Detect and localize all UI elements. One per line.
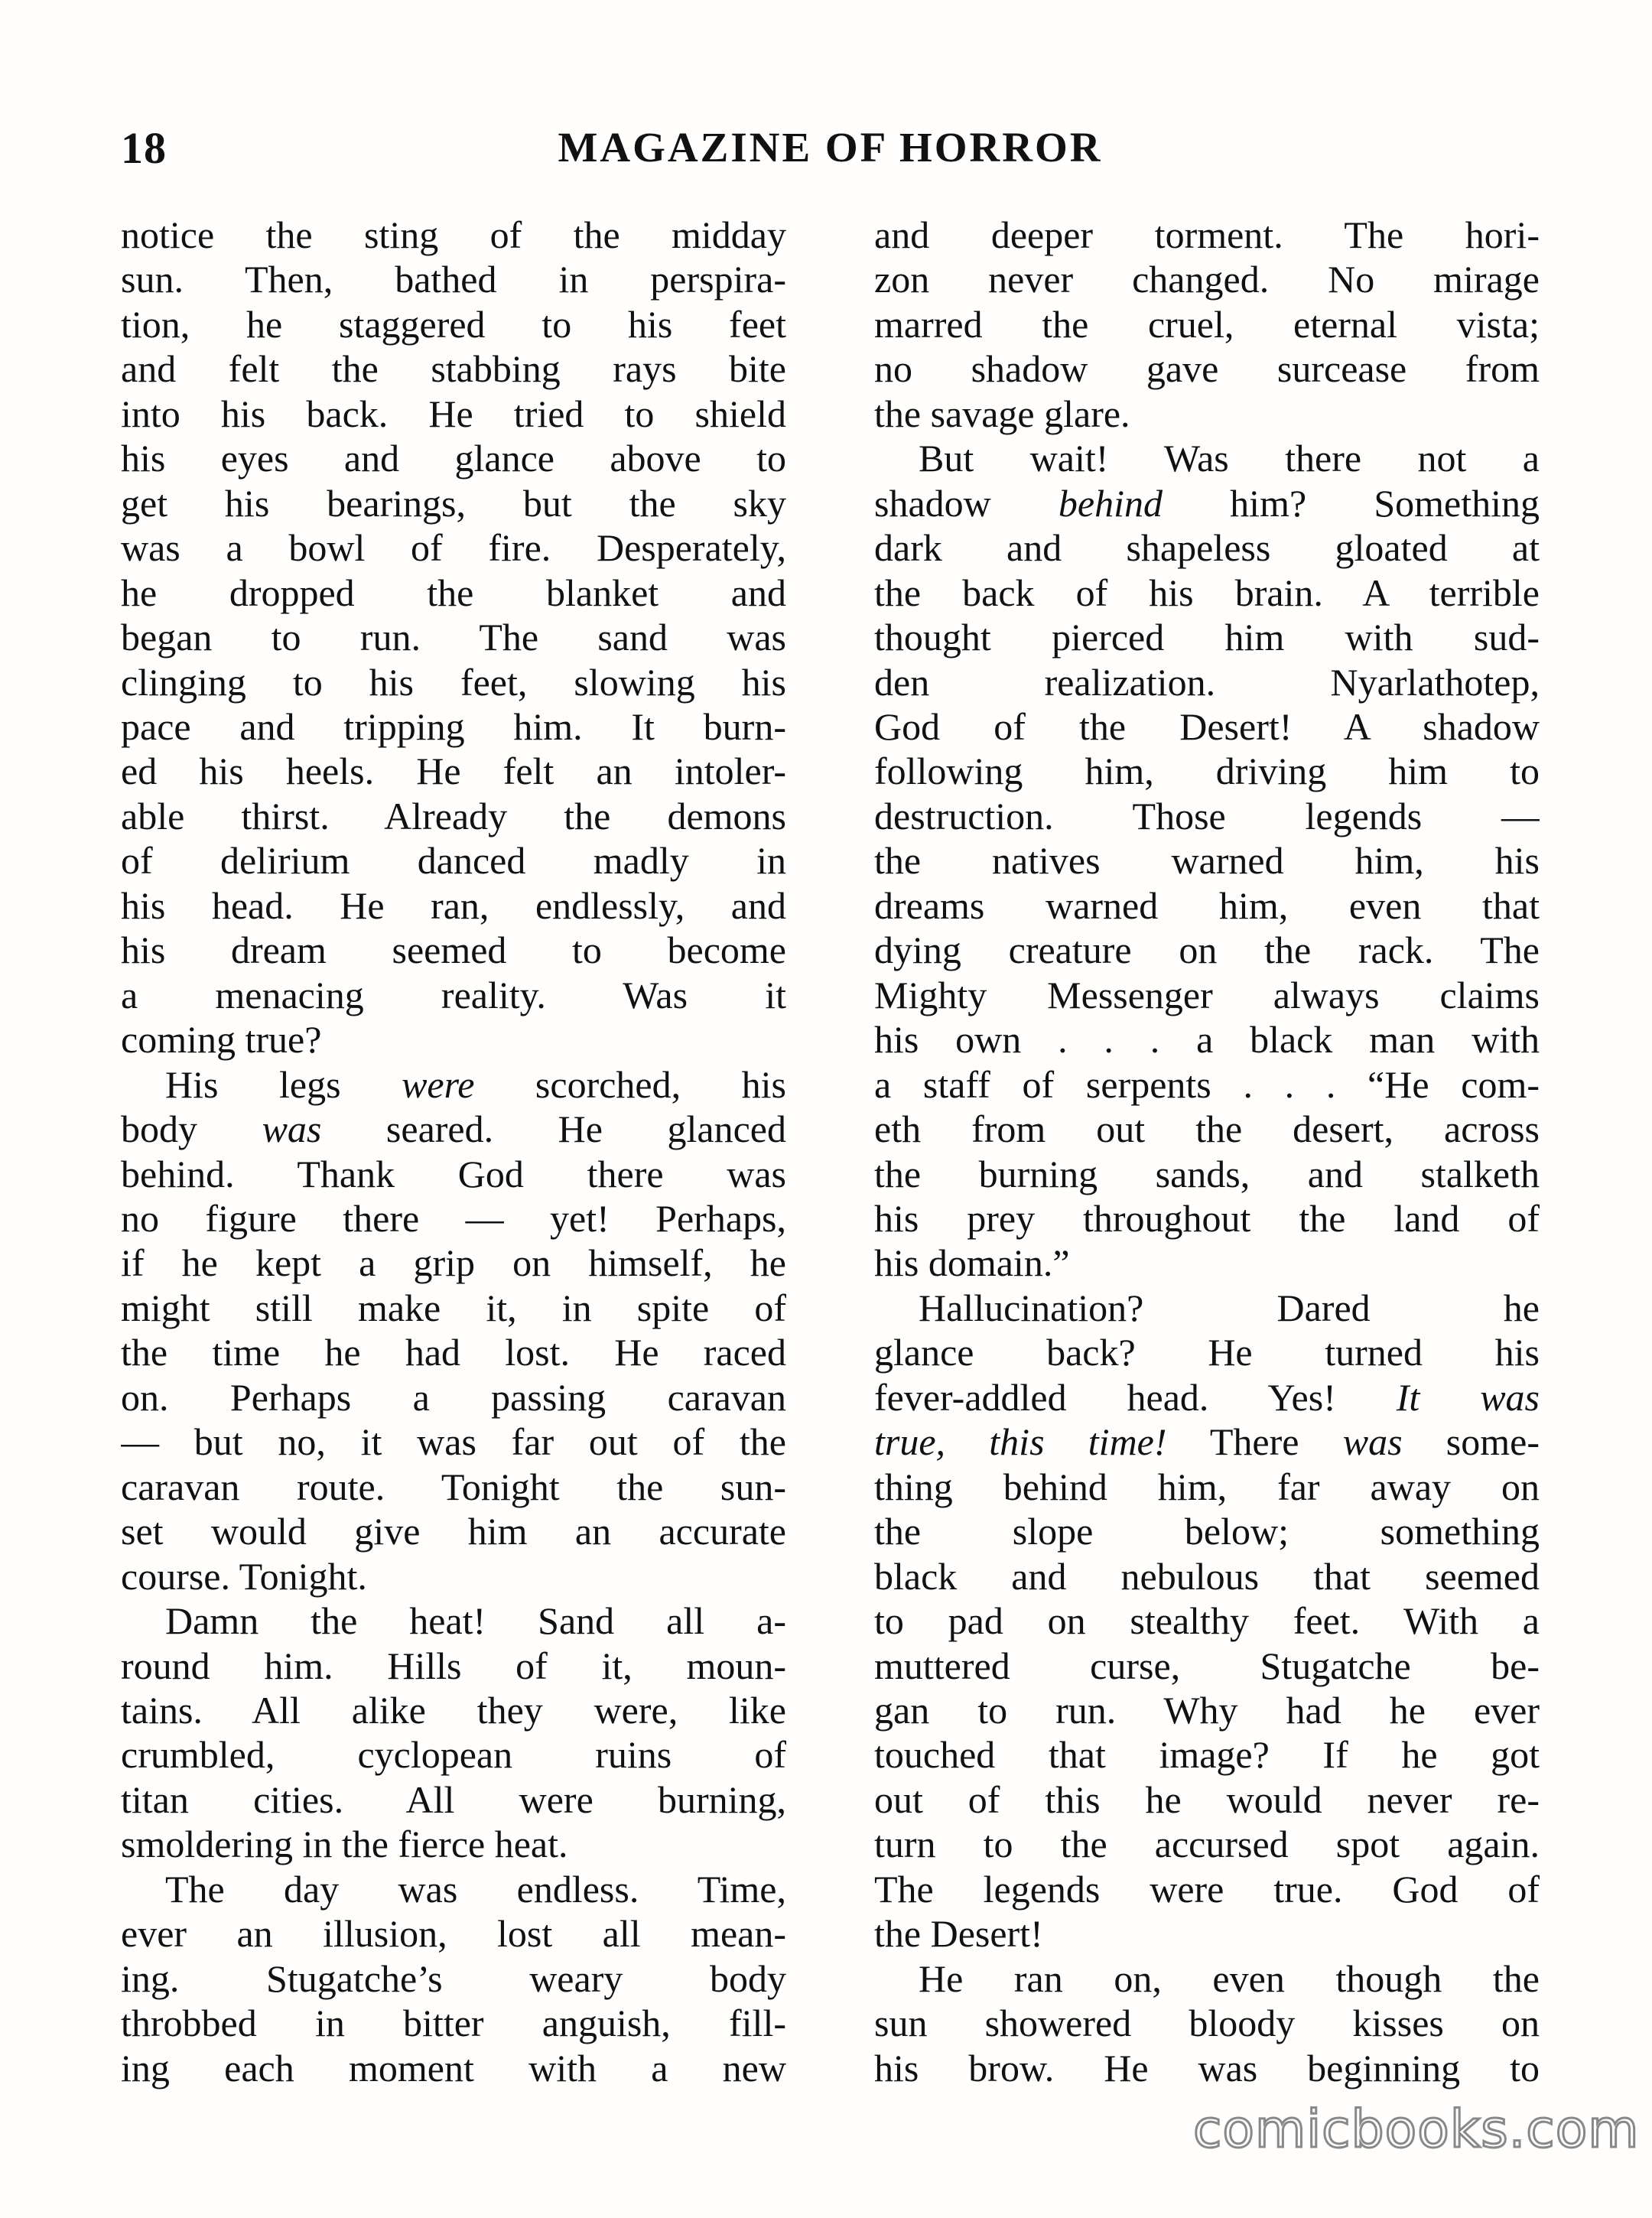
left-column-line: able thirst. Already the demons: [121, 794, 786, 837]
left-column-line: Damn the heat! Sand all a-: [165, 1599, 786, 1643]
right-column-line: marred the cruel, eternal vista;: [874, 302, 1540, 346]
left-column-line: notice the sting of the midday: [121, 213, 786, 256]
left-column-line: coming true?: [121, 1018, 322, 1062]
left-column-line: if he kept a grip on himself, he: [121, 1241, 786, 1285]
right-column-line: muttered curse, Stugatche be-: [874, 1644, 1540, 1687]
left-column-line: on. Perhaps a passing caravan: [121, 1375, 786, 1419]
left-column-line: throbbed in bitter anguish, fill-: [121, 2002, 786, 2045]
site-watermark: comicbooks.com: [1193, 2099, 1640, 2160]
right-column-line: glance back? He turned his: [874, 1331, 1540, 1374]
right-column-line: sun showered bloody kisses on: [874, 2002, 1540, 2045]
left-column-line: caravan route. Tonight the sun-: [121, 1465, 786, 1508]
left-column-line: sun. Then, bathed in perspira-: [121, 258, 786, 301]
page-number: 18: [121, 123, 167, 173]
right-column-line: a staff of serpents . . . “He com-: [874, 1062, 1540, 1106]
left-column-line: clinging to his feet, slowing his: [121, 660, 786, 704]
left-column-line: His legs were scorched, his: [165, 1062, 786, 1106]
left-column-line: course. Tonight.: [121, 1554, 367, 1598]
left-column-line: he dropped the blanket and: [121, 571, 786, 614]
left-column-line: smoldering in the fierce heat.: [121, 1823, 568, 1866]
right-text-column: [874, 213, 1540, 2090]
left-text-column: [121, 213, 786, 2090]
right-column-line: dark and shapeless gloated at: [874, 526, 1540, 570]
right-column-line: the Desert!: [874, 1912, 1043, 1956]
left-column-line: tains. All alike they were, like: [121, 1688, 786, 1732]
right-column-line: black and nebulous that seemed: [874, 1554, 1540, 1598]
right-column-line: out of this he would never re-: [874, 1777, 1540, 1821]
right-column-line: Mighty Messenger always claims: [874, 973, 1540, 1016]
right-column-line: and deeper torment. The hori-: [874, 213, 1540, 256]
right-column-line: following him, driving him to: [874, 750, 1540, 793]
right-column-line: touched that image? If he got: [874, 1733, 1540, 1777]
right-column-line: thought pierced him with sud-: [874, 616, 1540, 659]
right-column-line: But wait! Was there not a: [919, 437, 1540, 480]
left-column-line: of delirium danced madly in: [121, 839, 786, 883]
right-column-line: The legends were true. God of: [874, 1867, 1540, 1911]
right-column-line: the burning sands, and stalketh: [874, 1152, 1540, 1195]
left-column-line: into his back. He tried to shield: [121, 392, 786, 435]
right-column-line: shadow behind him? Something: [874, 481, 1540, 525]
right-column-line: the slope below; something: [874, 1510, 1540, 1553]
left-column-line: pace and tripping him. It burn-: [121, 704, 786, 748]
left-column-line: might still make it, in spite of: [121, 1286, 786, 1329]
right-column-line: his own . . . a black man with: [874, 1018, 1540, 1062]
left-column-line: a menacing reality. Was it: [121, 973, 786, 1016]
left-column-line: get his bearings, but the sky: [121, 481, 786, 525]
right-column-line: no shadow gave surcease from: [874, 347, 1540, 391]
running-title: MAGAZINE OF HORROR: [558, 124, 1103, 171]
right-column-line: He ran on, even though the: [919, 1956, 1540, 2000]
right-column-line: his prey throughout the land of: [874, 1196, 1540, 1240]
left-column-line: and felt the stabbing rays bite: [121, 347, 786, 391]
right-column-line: the savage glare.: [874, 392, 1130, 435]
right-column-line: his domain.”: [874, 1241, 1070, 1285]
article-columns: [121, 213, 1540, 2090]
left-column-line: his dream seemed to become: [121, 929, 786, 972]
right-column-line: the back of his brain. A terrible: [874, 571, 1540, 614]
right-column-line: true, this time! There was some-: [874, 1420, 1540, 1464]
left-column-line: no figure there — yet! Perhaps,: [121, 1196, 786, 1240]
right-column-line: to pad on stealthy feet. With a: [874, 1599, 1540, 1643]
page-header: [121, 123, 1540, 187]
right-column-line: dying creature on the rack. The: [874, 929, 1540, 972]
left-column-line: behind. Thank God there was: [121, 1152, 786, 1195]
right-column-line: his brow. He was beginning to: [874, 2046, 1540, 2090]
left-column-line: ed his heels. He felt an intoler-: [121, 750, 786, 793]
left-column-line: body was seared. He glanced: [121, 1107, 786, 1151]
right-column-line: God of the Desert! A shadow: [874, 704, 1540, 748]
right-column-line: gan to run. Why had he ever: [874, 1688, 1540, 1732]
right-column-line: den realization. Nyarlathotep,: [874, 660, 1540, 704]
left-column-line: his head. He ran, endlessly, and: [121, 883, 786, 927]
left-column-line: ing each moment with a new: [121, 2046, 786, 2090]
right-column-line: dreams warned him, even that: [874, 883, 1540, 927]
left-column-line: The day was endless. Time,: [165, 1867, 786, 1911]
right-column-line: zon never changed. No mirage: [874, 258, 1540, 301]
left-column-line: titan cities. All were burning,: [121, 1777, 786, 1821]
left-column-line: — but no, it was far out of the: [121, 1420, 786, 1464]
right-column-line: eth from out the desert, across: [874, 1107, 1540, 1151]
right-column-line: fever-addled head. Yes! It was: [874, 1375, 1540, 1419]
right-column-line: the natives warned him, his: [874, 839, 1540, 883]
left-column-line: crumbled, cyclopean ruins of: [121, 1733, 786, 1777]
left-column-line: the time he had lost. He raced: [121, 1331, 786, 1374]
left-column-line: tion, he staggered to his feet: [121, 302, 786, 346]
right-column-line: thing behind him, far away on: [874, 1465, 1540, 1508]
right-column-line: turn to the accursed spot again.: [874, 1823, 1540, 1866]
left-column-line: his eyes and glance above to: [121, 437, 786, 480]
left-column-line: began to run. The sand was: [121, 616, 786, 659]
left-column-line: ing. Stugatche’s weary body: [121, 1956, 786, 2000]
left-column-line: ever an illusion, lost all mean-: [121, 1912, 786, 1956]
right-column-line: destruction. Those legends —: [874, 794, 1540, 837]
left-column-line: was a bowl of fire. Desperately,: [121, 526, 786, 570]
left-column-line: set would give him an accurate: [121, 1510, 786, 1553]
left-column-line: round him. Hills of it, moun-: [121, 1644, 786, 1687]
right-column-line: Hallucination? Dared he: [919, 1286, 1540, 1329]
